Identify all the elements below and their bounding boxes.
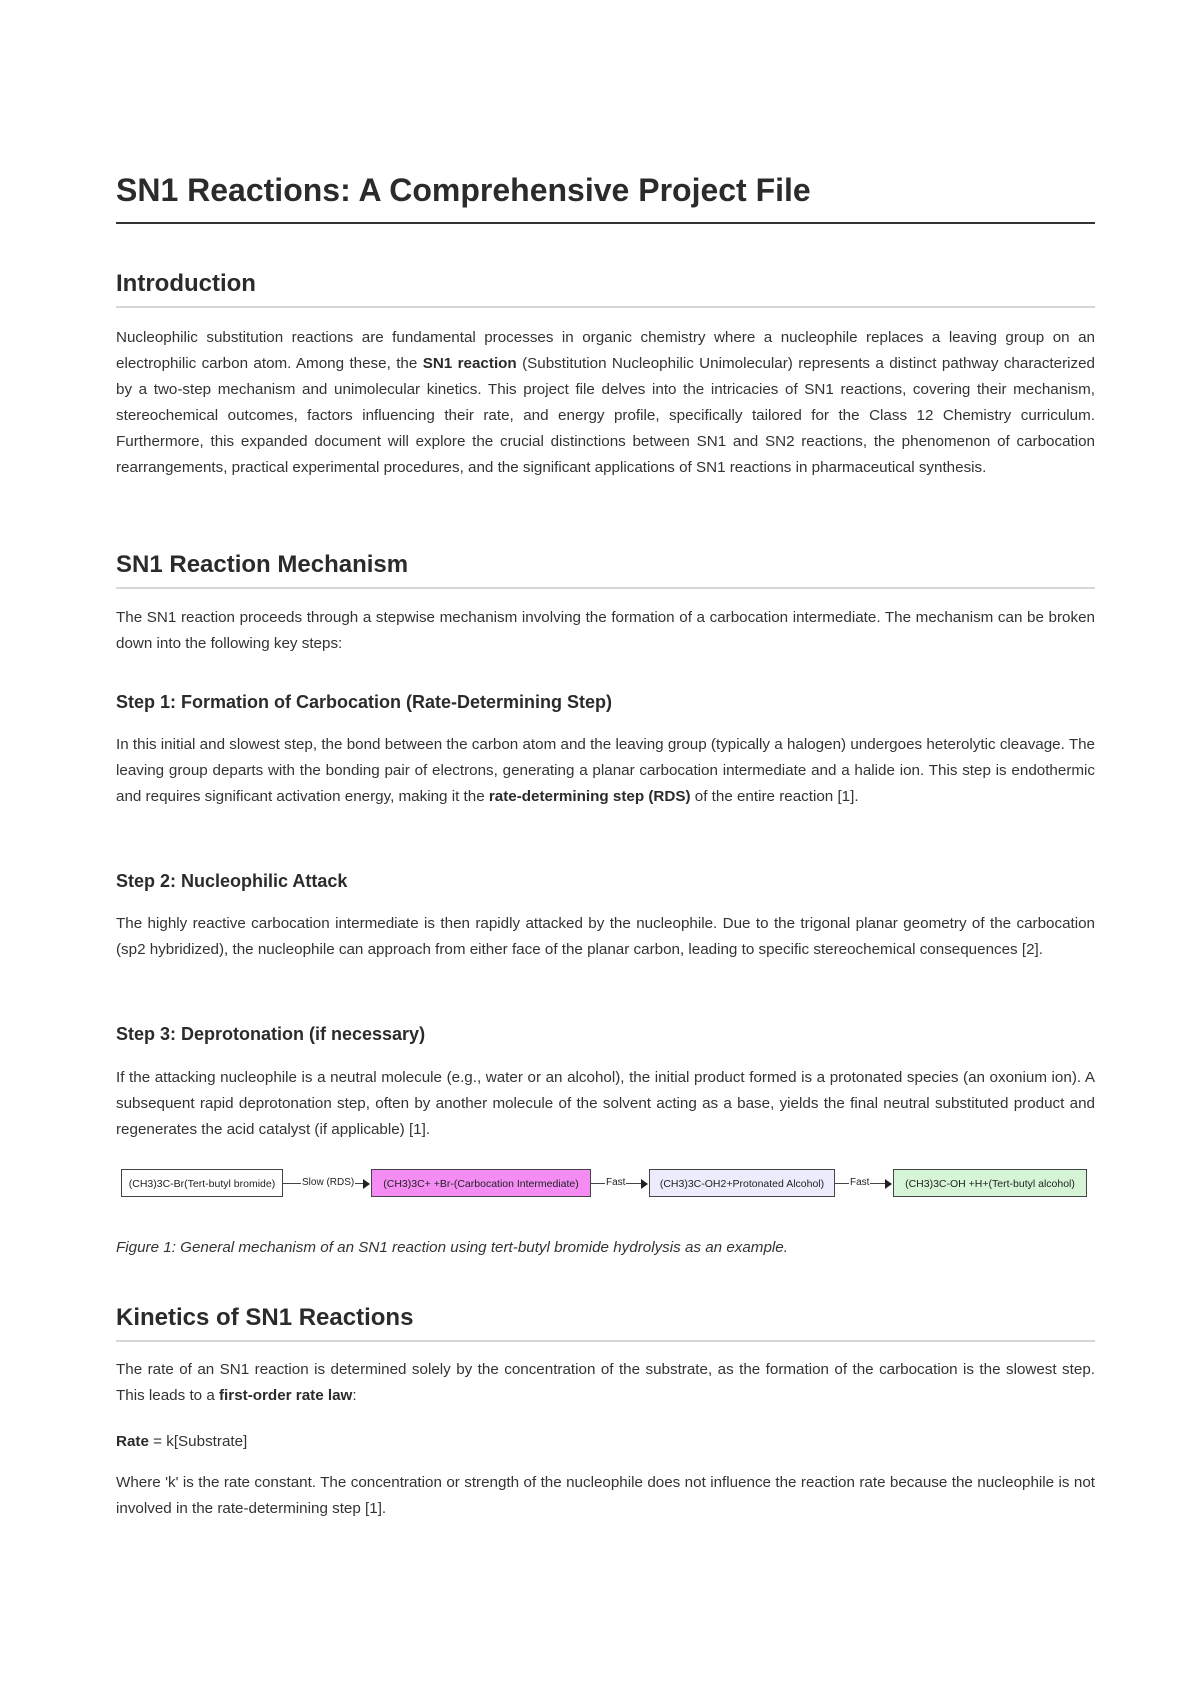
node-tert-butyl-alcohol — [893, 1169, 1087, 1197]
kinetics-paragraph-2: Where 'k' is the rate constant. The concentration or strength of the nucleophile does not influence the reaction rate because the nucleophile is not involved in the rate-determining step [1]. — [116, 1474, 1095, 1517]
kinetics-paragraph-1 — [116, 1357, 1095, 1409]
step1-paragraph — [116, 732, 1095, 810]
step2-heading: Step 2: Nucleophilic Attack — [116, 871, 348, 891]
section-heading-kinetics: Kinetics of SN1 Reactions — [116, 1302, 1095, 1342]
kinetics-bold-term: first-order rate law — [219, 1387, 353, 1404]
kinetics-text-end: : — [352, 1387, 357, 1404]
intro-text-start: Nucleophilic substitution reactions are fundamental processes in organic chemistry where a nucleophile replaces a leaving group on an electrophilic carbon atom. Among these, the — [116, 329, 1095, 372]
node-protonated-alcohol — [649, 1169, 835, 1197]
section-heading-introduction: Introduction — [116, 268, 1095, 308]
intro-bold-term: SN1 reaction — [422, 355, 517, 372]
edge-label-fast-2: Fast — [850, 1177, 870, 1188]
node-label: (CH3)3C-OH +H+(Tert-butyl alcohol) — [905, 1178, 1075, 1190]
step1-heading: Step 1: Formation of Carbocation (Rate-Determining Step) — [116, 692, 613, 712]
intro-text-end: (Substitution Nucleophilic Unimolecular) represents a distinct pathway characterized by a two-step mechanism and unimolecular kinetics. This project file delves into the intricacies of SN1 reactions, covering their mechanism, stereochemical outcomes, factors influencing their rate, and energy profile, specifically tailored for the Class 12 Chemistry curriculum. Furthermore, this expanded document will explore the crucial distinctions between SN1 and SN2 reactions, the phenomenon of carbocation rearrangements, practical experimental procedures, and the significant applications of SN1 reactions in pharmaceutical synthesis. — [116, 355, 1095, 476]
node-tert-butyl-bromide — [121, 1169, 283, 1197]
step3-heading: Step 3: Deprotonation (if necessary) — [116, 1024, 426, 1044]
section-heading-mechanism: SN1 Reaction Mechanism — [116, 549, 1095, 589]
arrowhead-icon — [641, 1179, 648, 1189]
rate-law-equation — [116, 1429, 1095, 1455]
step2-paragraph: The highly reactive carbocation intermediate is then rapidly attacked by the nucleophile. Due to the trigonal planar geometry of the carbocation (sp2 hybridized), the nucleophile can approach from either face of the planar carbon, leading to specific stereochemical consequences [2]. — [116, 915, 1095, 958]
document-title: SN1 Reactions: A Comprehensive Project File — [116, 168, 1095, 224]
arrowhead-icon — [885, 1179, 892, 1189]
node-label: (CH3)3C-Br(Tert-butyl bromide) — [128, 1178, 276, 1190]
edge-label-slow-rds: Slow (RDS) — [302, 1177, 355, 1188]
step1-bold-term: rate-determining step (RDS) — [488, 788, 691, 805]
edge-label-fast-1: Fast — [606, 1177, 626, 1188]
intro-paragraph — [116, 325, 1095, 481]
node-carbocation-intermediate — [371, 1169, 591, 1197]
rate-label: Rate — [116, 1433, 149, 1450]
arrowhead-icon — [363, 1179, 370, 1189]
rate-expression: = k[Substrate] — [148, 1433, 248, 1450]
mechanism-intro-paragraph: The SN1 reaction proceeds through a stepwise mechanism involving the formation of a carbocation intermediate. The mechanism can be broken down into the following key steps: — [116, 609, 1095, 652]
step3-paragraph: If the attacking nucleophile is a neutral molecule (e.g., water or an alcohol), the initial product formed is a protonated species (an oxonium ion). A subsequent rapid deprotonation step, often by another molecule of the solvent acting as a base, yields the final neutral substituted product and regenerates the acid catalyst (if applicable) [1]. — [116, 1069, 1095, 1138]
step1-text-start: In this initial and slowest step, the bond between the carbon atom and the leaving group (typically a halogen) undergoes heterolytic cleavage. The leaving group departs with the bonding pair of electrons, generating a planar carbocation intermediate and a halide ion. This step is endothermic and requires significant activation energy, making it the — [116, 736, 1095, 805]
mechanism-flow-diagram — [121, 1169, 1091, 1199]
node-label: (CH3)3C-OH2+Protonated Alcohol) — [659, 1178, 825, 1190]
step1-text-end: of the entire reaction [1]. — [690, 788, 859, 805]
kinetics-text-start: The rate of an SN1 reaction is determined solely by the concentration of the substrate, as the formation of the carbocation is the slowest step. This leads to a — [116, 1361, 1095, 1404]
node-label: (CH3)3C+ +Br-(Carbocation Intermediate) — [383, 1178, 579, 1190]
figure-caption: Figure 1: General mechanism of an SN1 reaction using tert-butyl bromide hydrolysis as an example. — [116, 1239, 788, 1256]
